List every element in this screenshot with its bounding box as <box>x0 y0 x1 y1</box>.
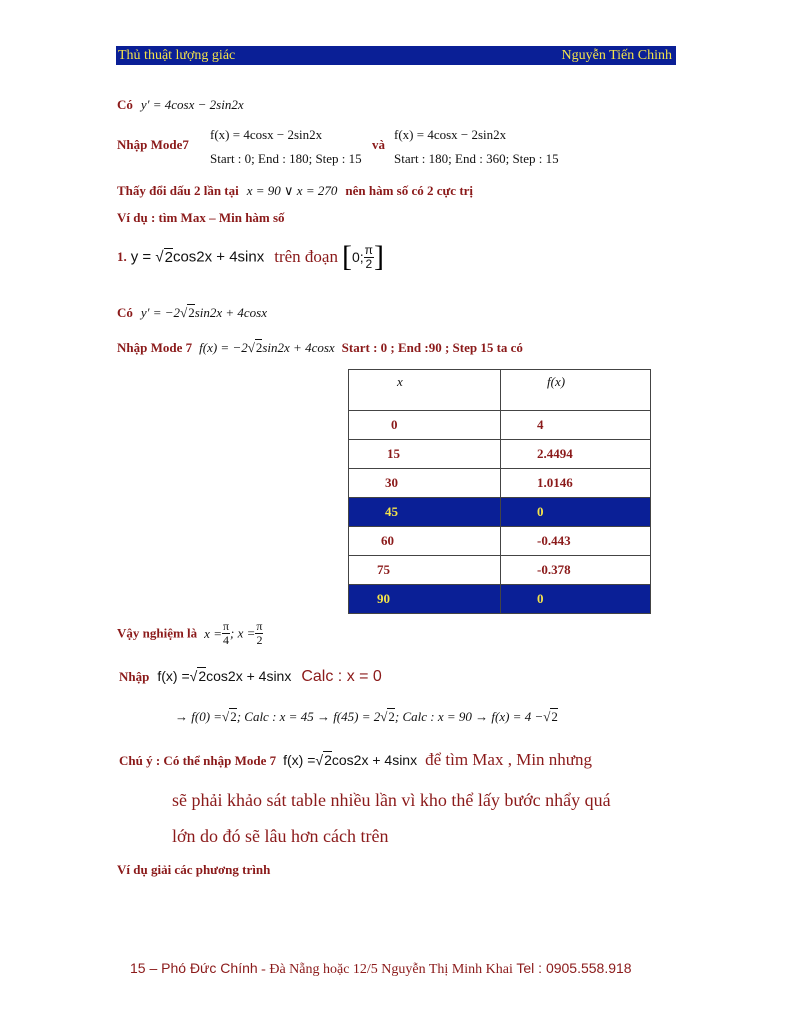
roots-sep: ; x = <box>230 625 256 641</box>
table-row <box>349 527 651 556</box>
table-row <box>349 585 651 614</box>
sign-change-pre: Thấy đổi dấu 2 lần tại <box>117 183 239 198</box>
table-cell-x: 15 <box>349 440 501 469</box>
calc-expr-b: cos2x + 4sinx <box>206 668 292 684</box>
table-cell-x: 0 <box>349 411 501 440</box>
interval-pi: π <box>364 242 373 257</box>
derivative2-expr-a: y′ = −2 <box>140 305 181 320</box>
table-cell-fx: 1.0146 <box>501 469 651 498</box>
note-expr-a: f(x) = <box>283 752 316 768</box>
table-row <box>349 498 651 527</box>
mode7-block <box>117 124 577 168</box>
roots-pi2: π <box>256 619 263 633</box>
table-header-row <box>349 370 651 411</box>
calc-text: Calc : x = 0 <box>301 668 382 685</box>
table-header-fx: f(x) <box>501 370 651 411</box>
table-cell-fx: -0.443 <box>501 527 651 556</box>
mode7-range2: Start : 180; End : 360; Step : 15 <box>394 151 559 166</box>
table-row <box>349 556 651 585</box>
example2-title: Ví dụ giải các phương trình <box>117 862 271 877</box>
mode7b-tail: Start : 0 ; End :90 ; Step 15 ta có <box>341 340 523 355</box>
calc-result-b: ; Calc : x = 45 → f(45) = 2 <box>236 709 381 724</box>
table-cell-fx: -0.378 <box>501 556 651 585</box>
roots-pi1: π <box>222 619 230 633</box>
mode7b-line: Nhập Mode 7 f(x) = −2√2sin2x + 4cosx Start : 0 ; End :90 ; Step 15 ta có <box>117 340 523 355</box>
mode7-f1: f(x) = 4cosx − 2sin2x <box>210 127 323 142</box>
calc-result-line: → f(0) =√2; Calc : x = 45 → f(45) = 2√2; Calc : x = 90 → f(x) = 4 −√2 <box>175 709 558 724</box>
calc-expr-a: f(x) = <box>157 668 190 684</box>
mode7-f2: f(x) = 4cosx − 2sin2x <box>394 127 507 142</box>
sign-change-line <box>117 182 473 200</box>
mode7b-expr-b: sin2x + 4cosx <box>262 340 335 355</box>
table-cell-x: 75 <box>349 556 501 585</box>
calc-sqrt: 2 <box>198 668 207 684</box>
calc-result-s3: 2 <box>551 709 558 724</box>
note-line3: lớn do đó sẽ lâu hơn cách trên <box>172 826 389 846</box>
calc-line: Nhập f(x) =√2cos2x + 4sinx Calc : x = 0 <box>119 668 382 685</box>
mode7-label: Nhập Mode7 <box>117 137 189 152</box>
problem-sqrt: 2 <box>164 248 173 266</box>
table-row <box>349 411 651 440</box>
table-cell-fx: 2.4494 <box>501 440 651 469</box>
derivative2-sqrt: 2 <box>188 305 195 320</box>
roots-line <box>117 620 263 654</box>
note-tail: để tìm Max , Min nhưng <box>425 750 593 769</box>
sign-change-expr: x = 90 ∨ x = 270 <box>246 183 338 198</box>
table-row <box>349 440 651 469</box>
problem-text: trên đoạn <box>274 247 338 266</box>
note-line1: Chú ý : Có thể nhập Mode 7 f(x) =√2cos2x + 4sinx để tìm Max , Min nhưng <box>119 750 593 769</box>
roots-label: Vậy nghiệm là <box>117 625 198 641</box>
mode7-and: và <box>372 137 385 152</box>
problem-line: 1. y = √2cos2x + 4sinx trên đoạn [0; $\frac{\pi}{2}$ ] <box>117 240 384 273</box>
interval-two: 2 <box>365 256 373 271</box>
mode7b-expr-a: f(x) = −2 <box>199 340 248 355</box>
calc-result-c: ; Calc : x = 90 → f(x) = 4 − <box>394 709 544 724</box>
derivative2-expr-b: sin2x + 4cosx <box>194 305 268 320</box>
problem-expr-a: y = <box>130 248 156 266</box>
note-line2: sẽ phải khảo sát table nhiều lần vì kho thể lấy bước nhẩy quá <box>172 790 611 810</box>
footer-address: - Đà Nẵng hoặc 12/5 Nguyễn Thị Minh Khai <box>257 962 517 977</box>
derivative2-line: Có y′ = −2√2sin2x + 4cosx <box>117 305 268 320</box>
page-header <box>116 46 676 65</box>
calc-result-s1: 2 <box>230 709 237 724</box>
table-cell-x: 45 <box>349 498 501 527</box>
problem-expr-b: cos2x + 4sinx <box>172 248 265 266</box>
table-cell-x: 30 <box>349 469 501 498</box>
sign-change-post: nên hàm số có 2 cực trị <box>345 183 474 198</box>
table-cell-fx: 0 <box>501 498 651 527</box>
label-co: Có <box>117 97 133 112</box>
header-title: Thủ thuật lượng giác <box>118 48 236 63</box>
table-header-x: x <box>349 370 501 411</box>
roots-two: 2 <box>256 633 263 647</box>
derivative-line <box>117 96 244 114</box>
header-author: Nguyễn Tiến Chinh <box>561 48 672 63</box>
note-sqrt: 2 <box>324 752 332 768</box>
calc-label: Nhập <box>119 669 150 684</box>
page-footer <box>130 960 632 978</box>
footer-phone: Tel : 0905.558.918 <box>516 960 632 976</box>
values-table <box>348 369 651 614</box>
interval-left: 0; <box>351 249 364 265</box>
note-expr-b: cos2x + 4sinx <box>331 752 418 768</box>
table-row <box>349 469 651 498</box>
footer-page-author: 15 – Phó Đức Chính <box>130 960 258 976</box>
table-cell-x: 60 <box>349 527 501 556</box>
calc-result-s2: 2 <box>388 709 395 724</box>
derivative2-label: Có <box>117 305 133 320</box>
table-cell-fx: 4 <box>501 411 651 440</box>
example-title: Ví dụ : tìm Max – Min hàm số <box>117 210 285 225</box>
roots-four: 4 <box>223 633 229 647</box>
roots-x1: x = <box>204 625 222 641</box>
mode7b-sqrt: 2 <box>255 340 263 355</box>
table-cell-fx: 0 <box>501 585 651 614</box>
table-cell-x: 90 <box>349 585 501 614</box>
derivative-expr: y′ = 4cosx − 2sin2x <box>140 97 244 112</box>
note-label: Chú ý : Có thể nhập Mode 7 <box>119 753 277 768</box>
mode7b-label: Nhập Mode 7 <box>117 340 193 355</box>
mode7-range1: Start : 0; End : 180; Step : 15 <box>210 151 362 166</box>
problem-number: 1. <box>117 249 127 264</box>
calc-result-a: → f(0) = <box>175 709 223 724</box>
